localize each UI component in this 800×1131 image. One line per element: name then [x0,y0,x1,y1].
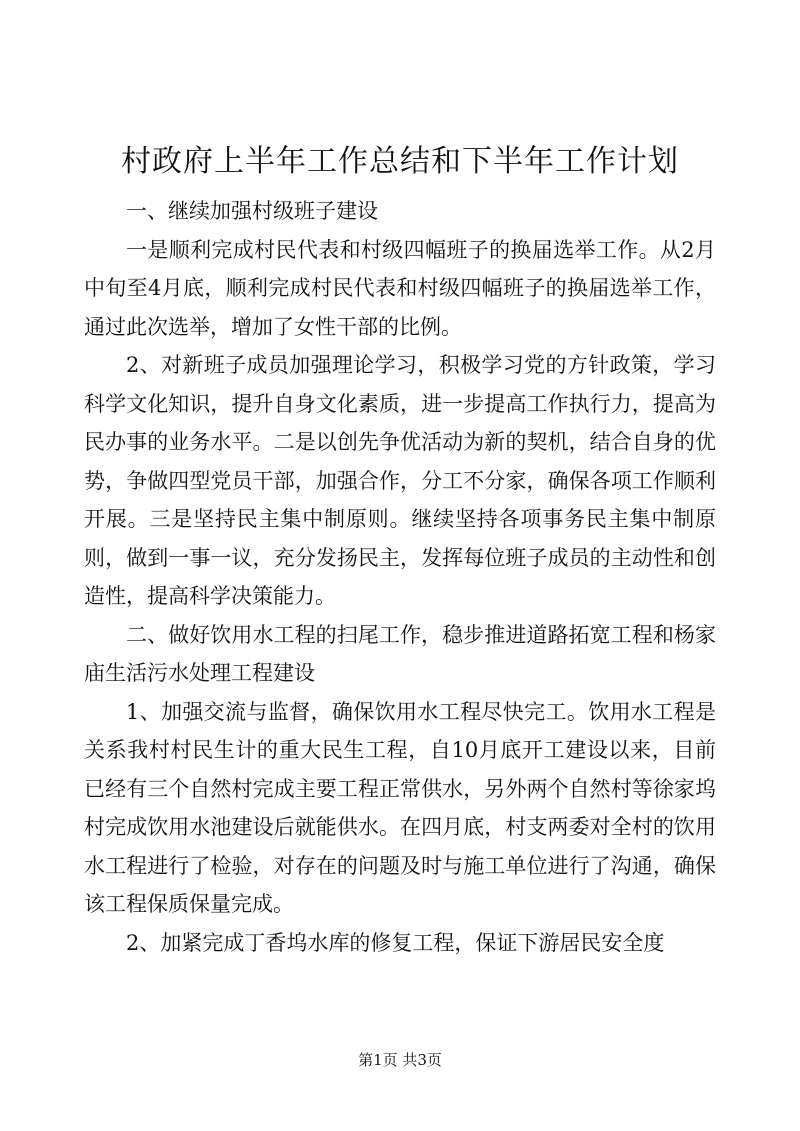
document-body [84,192,716,962]
document-title: 村政府上半年工作总结和下半年工作计划 [121,144,679,179]
paragraph-water-project: 1、加强交流与监督，确保饮用水工程尽快完工。饮用水工程是关系我村村民生计的重大民生工程，自10月底开工建设以来，目前已经有三个自然村完成主要工程正常供水，另外两个自然村等徐家坞村完成饮用水池建设后就能供水。在四月底，村支两委对全村的饮用水工程进行了检验，对存在的问题及时与施工单位进行了沟通，确保该工程保质保量完成。 [84,699,716,916]
paragraph-election: 一是顺利完成村民代表和村级四幅班子的换届选举工作。从2月中旬至4月底，顺利完成村民代表和村级四幅班子的换届选举工作，通过此次选举，增加了女性干部的比例。 [84,237,716,339]
section-heading-1: 一、继续加强村级班子建设 [126,199,378,223]
section-heading-2: 二、做好饮用水工程的扫尾工作，稳步推进道路拓宽工程和杨家庙生活污水处理工程建设 [84,622,716,685]
paragraph-reservoir: 2、加紧完成丁香坞水库的修复工程，保证下游居民安全度 [126,930,665,955]
page-number-footer: 第1页 共3页 [358,1051,442,1069]
paragraph-theory-study: 2、对新班子成员加强理论学习，积极学习党的方针政策，学习科学文化知识，提升自身文化素质，进一步提高工作执行力，提高为民办事的业务水平。二是以创先争优活动为新的契机，结合自身的优势，争做四型党员干部，加强合作，分工不分家，确保各项工作顺利开展。三是坚持民主集中制原则。继续坚持各项事务民主集中制原则，做到一事一议，充分发扬民主，发挥每位班子成员的主动性和创造性，提高科学决策能力。 [84,353,716,608]
